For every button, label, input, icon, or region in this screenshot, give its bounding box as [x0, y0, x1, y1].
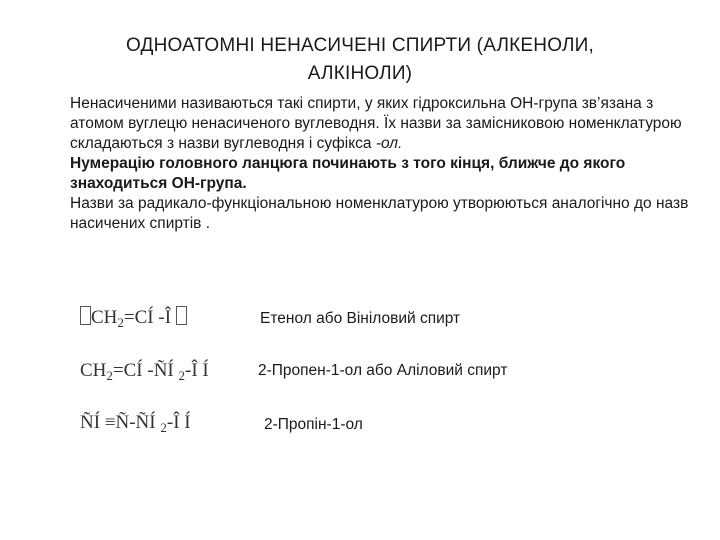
- missing-glyph-box: [176, 306, 187, 325]
- formula-part: =CÍ -Î: [123, 307, 172, 328]
- body-text: [70, 94, 690, 234]
- title-line-2: АЛКІНОЛИ): [307, 63, 413, 84]
- paragraph-definition: [70, 94, 690, 154]
- formula-propenol: [80, 360, 209, 384]
- formula-subscript: 2: [106, 368, 113, 383]
- formula-part: CH: [91, 307, 118, 328]
- compound-name-propenol: 2-Пропен-1-ол або Аліловий спирт: [258, 362, 508, 379]
- formula-part: =CÍ -ÑÍ: [112, 360, 174, 381]
- definition-text: Ненасиченими називаються такі спирти, у яких гідроксильна ОН-група зв’язана з атомом вуглецю ненасиченого вуглеводня. Їх назви за замісниковою номенклатурою складаються з назви вуглеводня і суфікса: [70, 95, 682, 152]
- formula-ethenol: [80, 306, 187, 331]
- formula-subscript: 2: [117, 315, 124, 330]
- formula-subscript: 2: [178, 368, 185, 383]
- slide-title: [60, 32, 660, 88]
- suffix-text: -ол.: [375, 135, 403, 152]
- paragraph-radical-names: Назви за радикало-функціональною номенклатурою утворюються аналогічно до назв насичених спиртів .: [70, 195, 689, 232]
- compound-name-ethenol: Етенол або Вініловий спирт: [260, 310, 461, 327]
- formula-part: -Î Í: [185, 360, 209, 381]
- missing-glyph-box: [80, 306, 91, 325]
- title-line-1: ОДНОАТОМНІ НЕНАСИЧЕНІ СПИРТИ (АЛКЕНОЛИ,: [125, 35, 594, 56]
- formula-propynol: [80, 412, 191, 436]
- compound-name-propynol: 2-Пропін-1-ол: [264, 416, 363, 433]
- paragraph-numbering-rule: Нумерацію головного ланцюга починають з того кінця, ближче до якого знаходиться ОН-група.: [70, 155, 626, 192]
- formula-part: CH: [80, 360, 107, 381]
- formula-subscript: 2: [160, 420, 167, 435]
- formula-part: ÑÍ ≡Ñ-ÑÍ: [80, 412, 156, 433]
- formula-part: -Î Í: [166, 412, 191, 433]
